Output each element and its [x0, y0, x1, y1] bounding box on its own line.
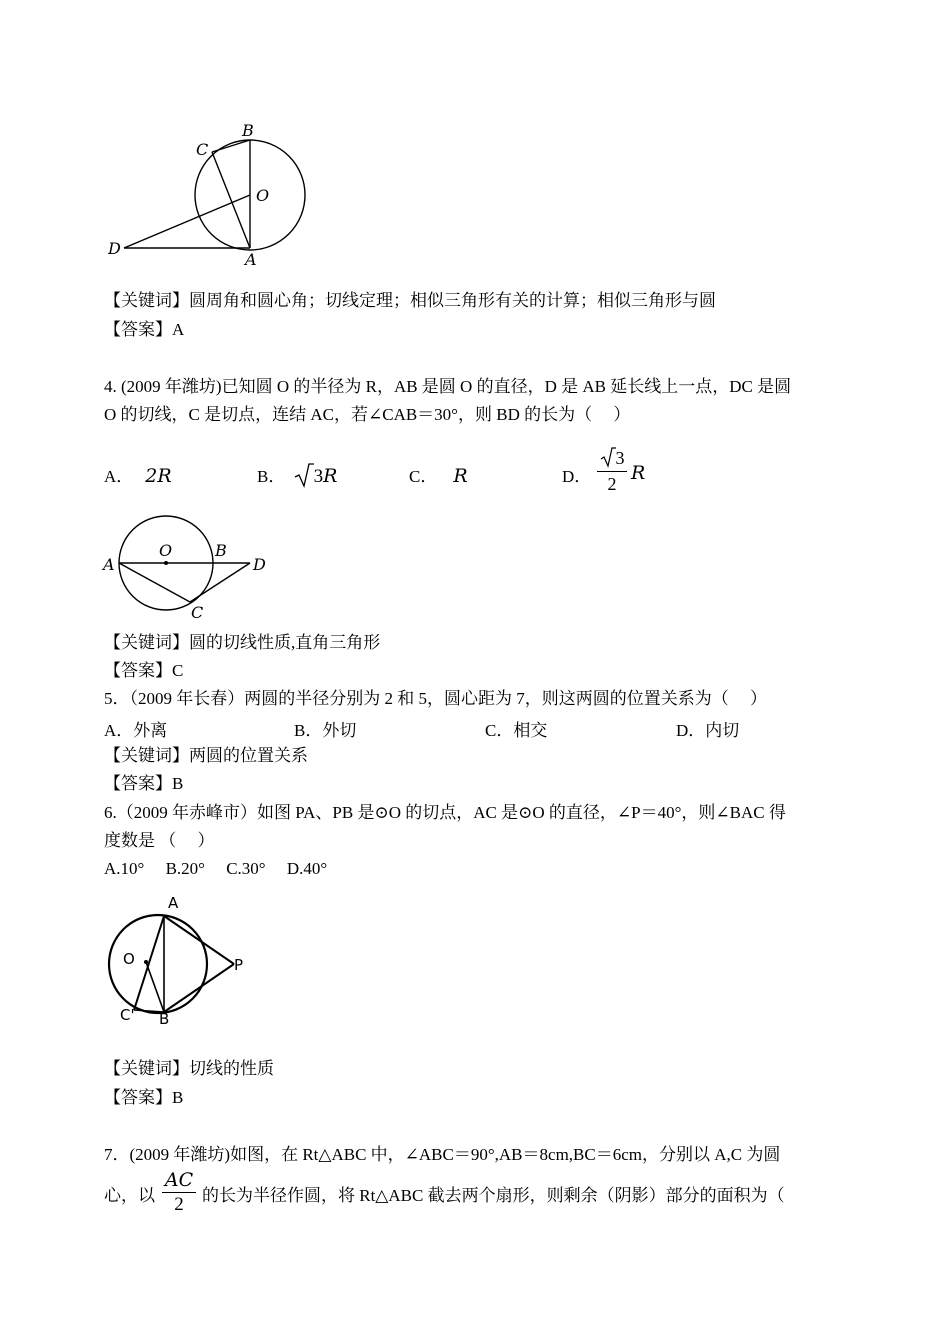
q4-answer: 【答案】C — [104, 661, 184, 680]
q7-stem-line1: 7．(2009 年潍坊)如图，在 Rt△ABC 中，∠ABC＝90°,AB＝8cm,BC＝6cm，分别以 A,C 为圆 — [104, 1145, 781, 1164]
q6-keywords: 【关键词】切线的性质 — [104, 1059, 274, 1078]
q6-options: A.10° B.20° C.30° D.40° — [104, 859, 328, 878]
q3-figure — [100, 118, 320, 270]
q4-label-o: O — [159, 541, 173, 560]
q3-label-c: C — [196, 140, 209, 159]
q4-option-c — [409, 462, 468, 487]
q5-keywords: 【关键词】两圆的位置关系 — [104, 746, 308, 765]
q4-label-d: D — [253, 555, 266, 574]
q4-figure — [100, 510, 280, 625]
q4-option-c-math: R — [453, 465, 468, 487]
q4-option-d-denominator: 2 — [607, 474, 617, 494]
q3-chord-ca — [212, 152, 250, 248]
q7-fraction — [162, 1169, 196, 1216]
q6-diameter-ac — [134, 916, 164, 1010]
q4-option-d-fraction-bar — [597, 471, 627, 472]
q6-stem-line2: 度数是 （ ） — [104, 831, 215, 850]
q4-keywords: 【关键词】圆的切线性质,直角三角形 — [104, 633, 381, 652]
q6-label-p: P — [234, 956, 244, 974]
q4-option-a-math: 2R — [145, 465, 172, 487]
q4-option-b-radicand: 3 — [313, 466, 324, 487]
q6-stem-line1: 6.（2009 年赤峰市）如图 PA、PB 是⊙O 的切点，AC 是⊙O 的直径，∠P＝40°，则∠BAC 得 — [104, 803, 786, 822]
q7-stem-line2-post: 的长为半径作圆，将 Rt△ABC 截去两个扇形，则剩余（阴影）部分的面积为（ — [202, 1186, 785, 1205]
q5-option-a: A．外离 — [104, 721, 168, 740]
q3-label-b: B — [242, 121, 254, 140]
q3-label-d: D — [108, 239, 121, 258]
q6-center-point — [144, 960, 148, 964]
q4-option-d-fraction — [597, 446, 627, 495]
q3-chord-bc — [212, 140, 250, 152]
q4-stem-line2: O 的切线，C 是切点，连结 AC，若∠CAB＝30°，则 BD 的长为（ ） — [104, 405, 631, 424]
q4-option-d-label: D． — [562, 467, 592, 486]
q4-option-b-sqrt-icon — [294, 462, 314, 488]
q4-center-point — [164, 561, 168, 565]
q4-option-b-math: R — [323, 465, 338, 487]
q6-label-b: B — [159, 1010, 170, 1028]
q7-fraction-numerator: AC — [164, 1169, 194, 1191]
q6-figure — [102, 886, 262, 1030]
q4-option-d-sqrt-icon — [600, 446, 616, 468]
q3-label-o: O — [256, 186, 270, 205]
q4-line-dc — [190, 563, 250, 602]
q5-option-b: B．外切 — [294, 721, 357, 740]
q4-option-b-label: B． — [257, 467, 286, 486]
q4-option-a-label: A． — [104, 467, 134, 486]
q4-option-d-radicand: 3 — [615, 448, 625, 468]
q4-option-a — [104, 462, 172, 487]
q3-answer: 【答案】A — [104, 320, 185, 339]
q3-keywords: 【关键词】圆周角和圆心角；切线定理；相似三角形有关的计算；相似三角形与圆 — [104, 291, 716, 310]
q6-answer: 【答案】B — [104, 1088, 184, 1107]
q3-line-do — [124, 195, 250, 248]
q5-answer: 【答案】B — [104, 774, 184, 793]
q6-tangent-pa — [164, 916, 234, 964]
q4-label-a: A — [103, 555, 115, 574]
q4-line-ac — [119, 563, 190, 602]
q6-label-o: O — [123, 950, 135, 968]
q4-label-b: B — [215, 541, 227, 560]
q4-stem-line1: 4. (2009 年潍坊)已知圆 O 的半径为 R，AB 是圆 O 的直径，D 是 AB 延长线上一点，DC 是圆 — [104, 377, 792, 396]
q7-fraction-bar — [162, 1192, 196, 1193]
q5-option-d: D．内切 — [676, 721, 740, 740]
q4-option-b — [257, 462, 337, 488]
q4-option-d — [562, 462, 591, 487]
q4-option-d-math: R — [631, 462, 646, 484]
q5-stem: 5．（2009 年长春）两圆的半径分别为 2 和 5，圆心距为 7，则这两圆的位置关系为（ ） — [104, 689, 767, 708]
q5-option-c: C．相交 — [485, 721, 548, 740]
q4-option-c-label: C． — [409, 467, 438, 486]
q4-label-c: C — [191, 603, 204, 622]
q6-line-ob — [146, 962, 164, 1012]
q6-tangent-pb — [164, 964, 234, 1012]
q6-label-c: C' — [120, 1006, 135, 1024]
q3-label-a: A — [245, 250, 257, 269]
q7-fraction-denominator: 2 — [174, 1194, 184, 1215]
q6-label-a: A — [168, 894, 179, 912]
q7-stem-line2-pre: 心，以 — [104, 1186, 155, 1205]
q4-option-d-r — [631, 462, 645, 484]
